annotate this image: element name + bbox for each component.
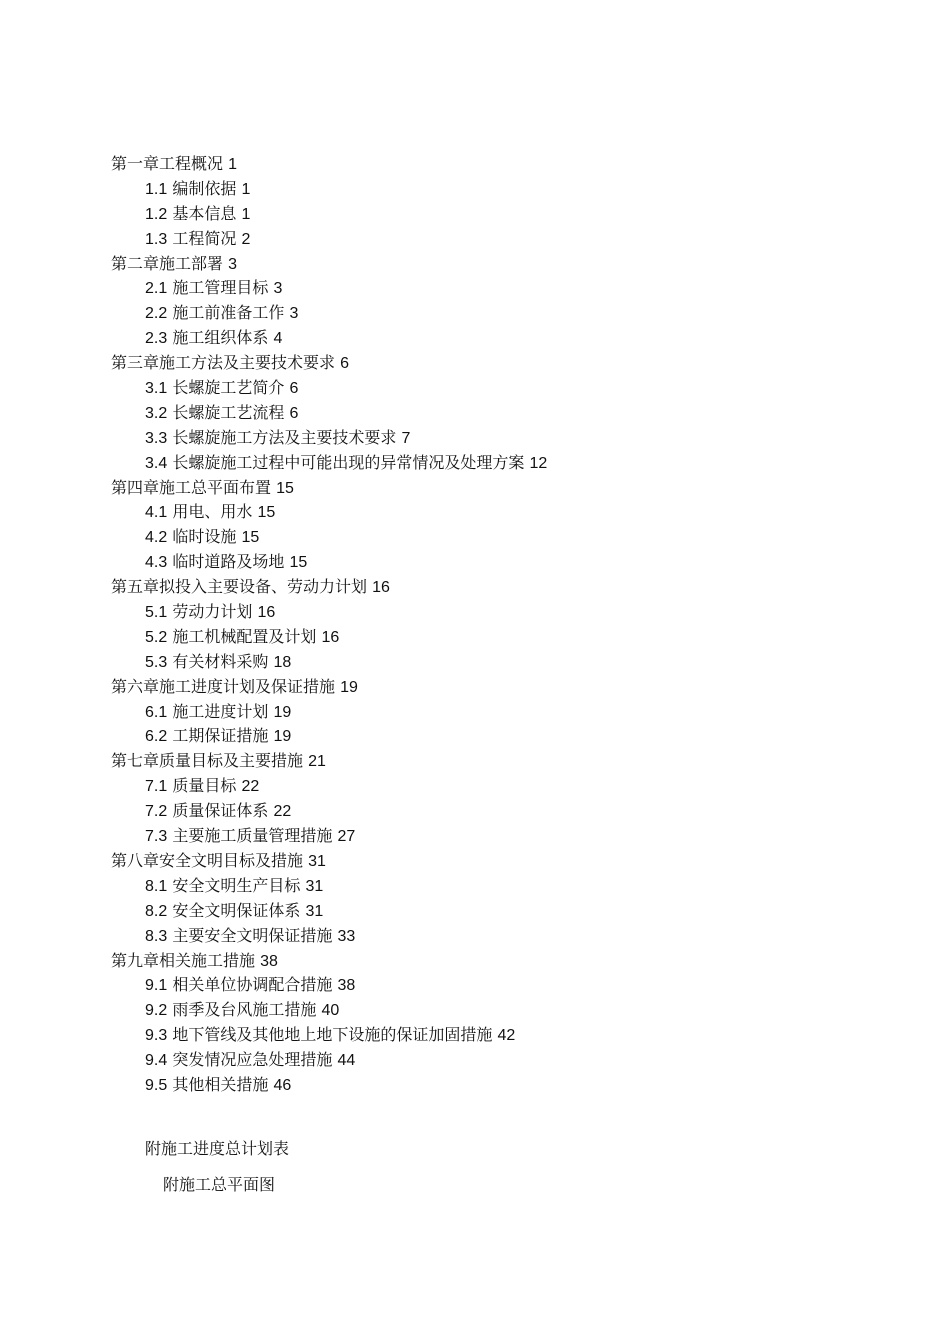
toc-page-number: 15 [289,554,308,572]
toc-section-number: 9.4 [145,1052,168,1070]
toc-entry-title: 雨季及台风施工措施 [172,1000,317,1020]
toc-section[interactable] [0,799,950,824]
toc-section[interactable] [0,426,950,451]
toc-section[interactable] [0,625,950,650]
toc-section-number: 3.3 [145,429,168,447]
toc-entry-title: 长螺旋工艺流程 [172,402,285,422]
toc-chapter[interactable] [0,252,950,277]
toc-section[interactable] [0,1023,950,1048]
toc-section-number: 5.2 [145,628,168,646]
toc-section[interactable] [0,998,950,1023]
toc-section-number: 2.3 [145,330,168,348]
toc-section-number: 7.3 [145,828,168,846]
toc-section-number: 9.1 [145,977,168,995]
toc-entry-title: 施工前准备工作 [172,303,285,323]
table-of-contents [0,152,950,1098]
toc-section[interactable] [0,550,950,575]
toc-page-number: 31 [305,877,324,895]
toc-section[interactable] [0,600,950,625]
toc-section-number: 1.1 [145,180,168,198]
toc-page-number: 40 [321,1002,340,1020]
toc-page-number: 15 [276,479,294,497]
toc-page-number: 19 [273,728,292,746]
toc-section-number: 8.2 [145,902,168,920]
toc-page-number: 16 [372,579,390,597]
toc-entry-title: 用电、用水 [172,502,253,522]
toc-entry-title: 第八章安全文明目标及措施 [111,850,304,870]
toc-chapter[interactable] [0,949,950,974]
toc-section-number: 4.2 [145,529,168,547]
toc-section-number: 4.1 [145,504,168,522]
toc-page-number: 22 [273,803,292,821]
toc-page-number: 3 [228,255,238,273]
toc-section-number: 3.2 [145,404,168,422]
toc-section-number: 5.1 [145,604,168,622]
toc-section[interactable] [0,650,950,675]
toc-section[interactable] [0,326,950,351]
toc-page-number: 31 [305,902,324,920]
toc-entry-title: 临时设施 [172,527,237,547]
toc-page-number: 15 [241,529,260,547]
toc-section[interactable] [0,500,950,525]
toc-page-number: 16 [321,628,340,646]
toc-page-number: 31 [308,852,326,870]
toc-chapter[interactable] [0,152,950,177]
toc-section[interactable] [0,924,950,949]
toc-entry-title: 施工机械配置及计划 [172,626,317,646]
toc-section-number: 9.5 [145,1076,168,1094]
toc-entry-title: 长螺旋施工方法及主要技术要求 [172,427,397,447]
toc-entry-title: 质量目标 [172,776,237,796]
toc-section-number: 2.1 [145,280,168,298]
toc-entry-title: 安全文明生产目标 [172,875,301,895]
toc-entry-title: 第六章施工进度计划及保证措施 [111,676,336,696]
toc-page-number: 6 [289,380,299,398]
toc-section[interactable] [0,451,950,476]
toc-section[interactable] [0,1073,950,1098]
toc-entry-title: 其他相关措施 [172,1074,269,1094]
toc-section[interactable] [0,202,950,227]
toc-entry-title: 主要施工质量管理措施 [172,826,333,846]
toc-page-number: 19 [273,703,292,721]
toc-section[interactable] [0,973,950,998]
toc-entry-title: 质量保证体系 [172,801,269,821]
toc-entry-title: 长螺旋施工过程中可能出现的异常情况及处理方案 [172,452,525,472]
toc-section-number: 7.1 [145,778,168,796]
toc-entry-title: 工期保证措施 [172,726,269,746]
toc-entry-title: 施工管理目标 [172,278,269,298]
toc-entry-title: 长螺旋工艺简介 [172,378,285,398]
toc-page-number: 33 [337,927,356,945]
toc-section[interactable] [0,1048,950,1073]
toc-page-number: 7 [401,429,411,447]
toc-page-number: 38 [260,952,278,970]
toc-entry-title: 第五章拟投入主要设备、劳动力计划 [111,577,368,597]
toc-entry-title: 相关单位协调配合措施 [172,975,333,995]
toc-entry-title: 第三章施工方法及主要技术要求 [111,353,336,373]
toc-entry-title: 第二章施工部署 [111,253,224,273]
toc-section-number: 6.1 [145,703,168,721]
toc-page-number: 38 [337,977,356,995]
toc-page-number: 4 [273,330,283,348]
toc-section-number: 3.1 [145,380,168,398]
toc-page-number: 6 [289,404,299,422]
toc-page-number: 27 [337,828,356,846]
toc-page-number: 15 [257,504,276,522]
toc-entry-title: 主要安全文明保证措施 [172,925,333,945]
toc-entry-title: 工程简况 [172,228,237,248]
toc-page-number: 21 [308,753,326,771]
toc-page-number: 6 [340,355,350,373]
toc-section[interactable] [0,376,950,401]
toc-entry-title: 安全文明保证体系 [172,900,301,920]
toc-section[interactable] [0,724,950,749]
toc-section-number: 9.3 [145,1027,168,1045]
toc-chapter[interactable] [0,575,950,600]
toc-page-number: 16 [257,604,276,622]
toc-page-number: 18 [273,653,292,671]
toc-section[interactable] [0,824,950,849]
toc-entry-title: 有关材料采购 [172,651,269,671]
toc-page-number: 12 [529,454,548,472]
toc-page-number: 2 [241,230,251,248]
toc-section[interactable] [0,401,950,426]
toc-page-number: 46 [273,1076,292,1094]
toc-section-number: 6.2 [145,728,168,746]
toc-page-number: 1 [241,180,251,198]
toc-entry-title: 第一章工程概况 [111,154,224,173]
toc-chapter[interactable] [0,675,950,700]
toc-entry-title: 施工组织体系 [172,328,269,348]
toc-section-number: 3.4 [145,454,168,472]
toc-section-number: 2.2 [145,305,168,323]
toc-chapter[interactable] [0,351,950,376]
toc-section-number: 4.3 [145,554,168,572]
toc-chapter[interactable] [0,849,950,874]
toc-section[interactable] [0,525,950,550]
toc-section[interactable] [0,177,950,202]
toc-entry-title: 地下管线及其他地上地下设施的保证加固措施 [172,1025,493,1045]
toc-section-number: 5.3 [145,653,168,671]
toc-page-number: 1 [228,156,238,173]
toc-page-number: 22 [241,778,260,796]
toc-entry-title: 编制依据 [172,178,237,198]
appendix-site-plan: 附施工总平面图 [163,1175,276,1194]
toc-section[interactable] [0,874,950,899]
toc-section[interactable] [0,899,950,924]
toc-chapter[interactable] [0,476,950,501]
toc-section-number: 7.2 [145,803,168,821]
toc-section[interactable] [0,276,950,301]
toc-section[interactable] [0,700,950,725]
toc-section-number: 1.2 [145,205,168,223]
toc-entry-title: 突发情况应急处理措施 [172,1050,333,1070]
toc-section[interactable] [0,301,950,326]
toc-page-number: 3 [273,280,283,298]
toc-section-number: 1.3 [145,230,168,248]
toc-section-number: 9.2 [145,1002,168,1020]
toc-chapter[interactable] [0,749,950,774]
toc-page-number: 19 [340,678,358,696]
toc-entry-title: 施工进度计划 [172,701,269,721]
toc-entry-title: 劳动力计划 [172,602,253,622]
toc-page-number: 3 [289,305,299,323]
toc-section[interactable] [0,774,950,799]
appendix-schedule-table: 附施工进度总计划表 [145,1139,290,1158]
toc-section-number: 8.1 [145,877,168,895]
toc-page-number: 1 [241,205,251,223]
toc-entry-title: 基本信息 [172,203,237,223]
toc-entry-title: 第九章相关施工措施 [111,950,256,970]
toc-section-number: 8.3 [145,927,168,945]
toc-entry-title: 临时道路及场地 [172,552,285,572]
toc-entry-title: 第七章质量目标及主要措施 [111,751,304,771]
toc-page-number: 42 [497,1027,516,1045]
toc-section[interactable] [0,227,950,252]
toc-page-number: 44 [337,1052,356,1070]
toc-entry-title: 第四章施工总平面布置 [111,477,272,497]
